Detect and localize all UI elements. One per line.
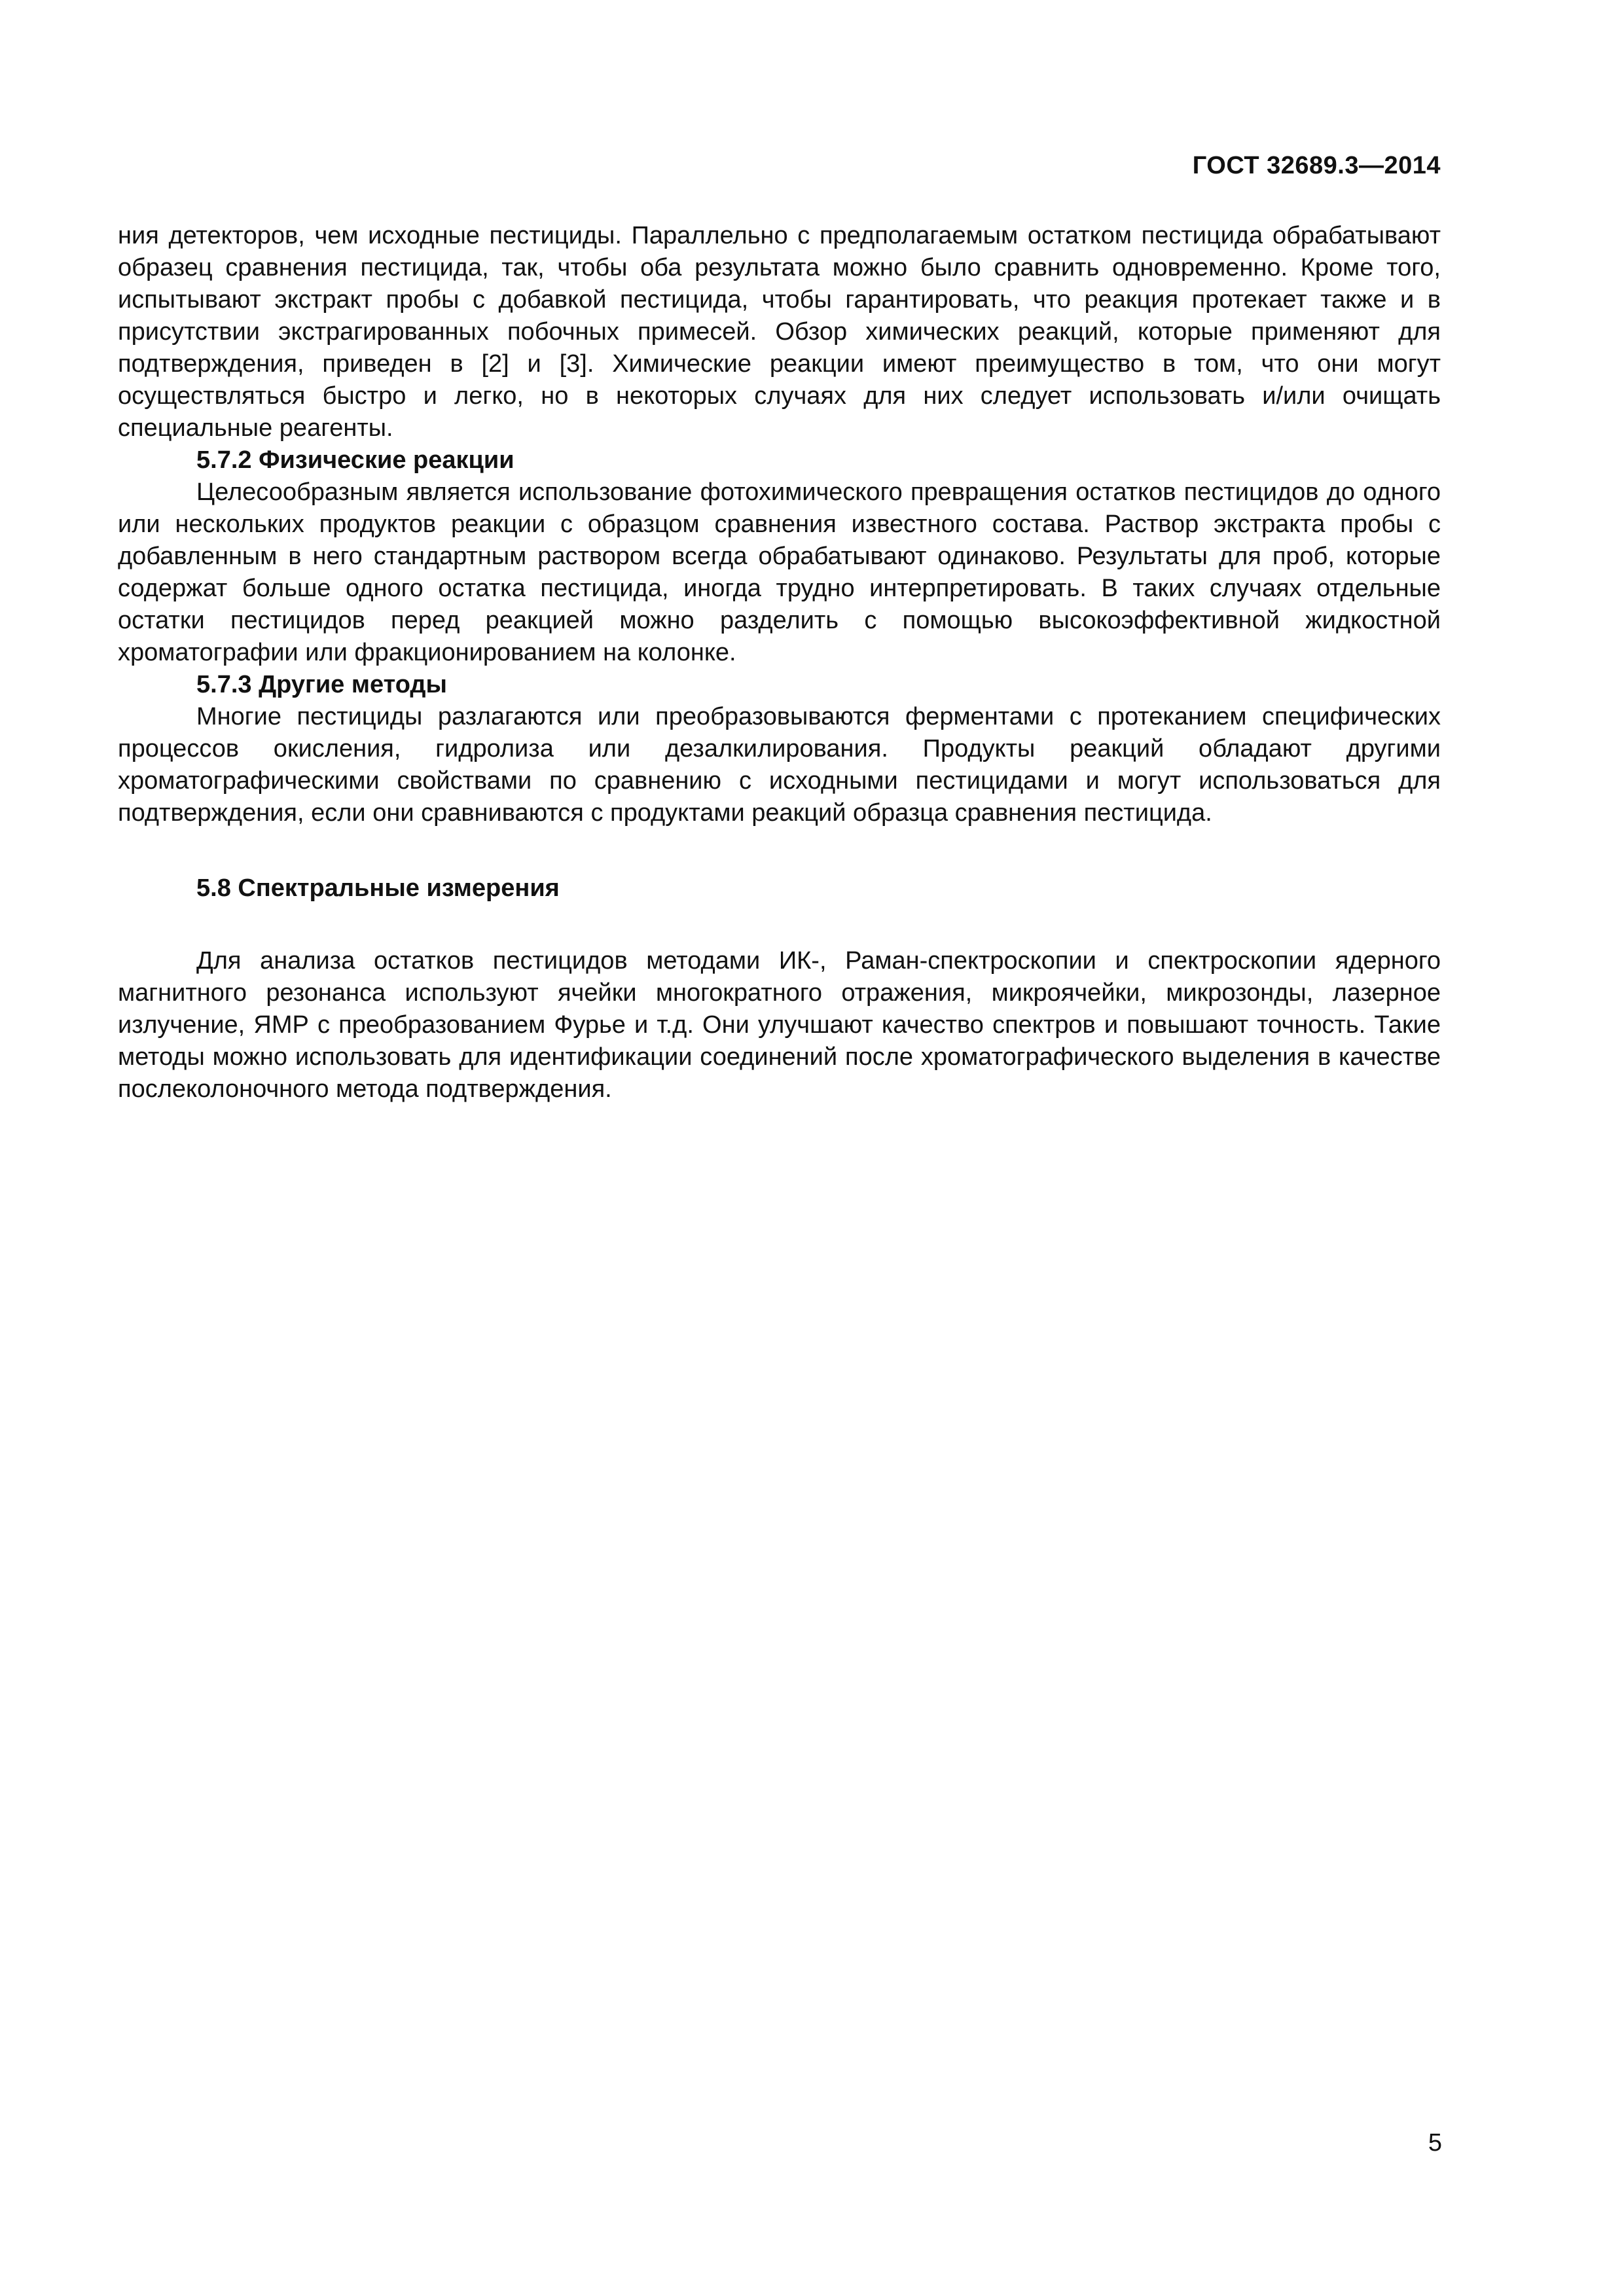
section-heading-5-8: 5.8 Спектральные измерения <box>196 874 560 902</box>
subsection-heading-5-7-3: 5.7.3 Другие методы <box>196 671 448 698</box>
page-number: 5 <box>1428 2129 1442 2157</box>
paragraph-other-methods: Многие пестициды разлагаются или преобразовываются ферментами с протеканием специфических процессов окисления, гидролиза или дезалкилирования. Продукты реакций обладают другими хроматографическими свойствами по сравнению с исходными пестицидами и могут использоваться для подтверждения, если они сравниваются с продуктами реакций образца сравнения пестицида. <box>118 703 1441 827</box>
paragraph-chemical-reactions-continued: ния детекторов, чем исходные пестициды. Параллельно с предполагаемым остатком пестицида обрабатывают образец сравнения пестицида, так, чтобы оба результата можно было сравнить одновременно. Кроме того, испытывают экстракт пробы с добавкой пестицида, чтобы гарантировать, что реакция протекает также и в присутствии экстрагированных побочных примесей. Обзор химических реакций, которые применяют для подтверждения, приведен в [2] и [3]. Химические реакции имеют преимущество в том, что они могут осуществляться быстро и легко, но в некоторых случаях для них следует использовать и/или очищать специальные реагенты. <box>118 222 1441 442</box>
document-body <box>118 220 1441 1105</box>
paragraph-spectral-measurements: Для анализа остатков пестицидов методами ИК-, Раман-спектроскопии и спектроскопии ядерного магнитного резонанса используют ячейки многократного отражения, микроячейки, микрозонды, лазерное излучение, ЯМР с преобразованием Фурье и т.д. Они улучшают качество спектров и повышают точность. Такие методы можно использовать для идентификации соединений после хроматографического выделения в качестве послеколоночного метода подтверждения. <box>118 947 1441 1103</box>
subsection-heading-5-7-2: 5.7.2 Физические реакции <box>196 446 514 474</box>
paragraph-physical-reactions: Целесообразным является использование фотохимического превращения остатков пестицидов до одного или нескольких продуктов реакции с образцом сравнения известного состава. Раствор экстракта пробы с добавленным в него стандартным раствором всегда обрабатывают одинаково. Результаты для проб, которые содержат больше одного остатка пестицида, иногда трудно интерпретировать. В таких случаях отдельные остатки пестицидов перед реакцией можно разделить с помощью высокоэффективной жидкостной хроматографии или фракционированием на колонке. <box>118 478 1441 666</box>
document-code-header: ГОСТ 32689.3—2014 <box>1192 152 1441 179</box>
